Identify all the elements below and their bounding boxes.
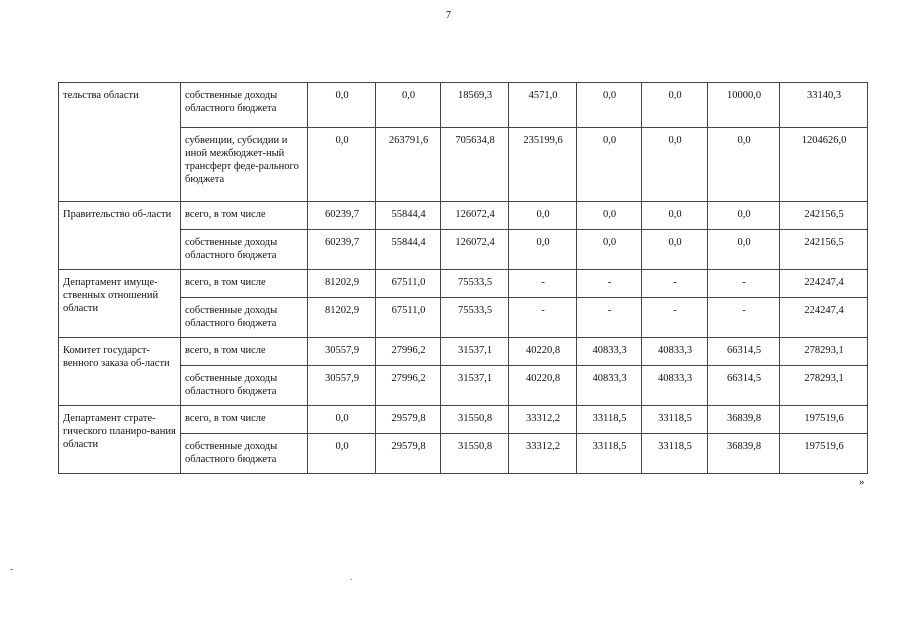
table-row (59, 298, 868, 338)
value-cell: 0,0 (308, 128, 376, 202)
scan-speck (10, 569, 13, 570)
value-cell: 29579,8 (376, 406, 441, 434)
value-cell: 0,0 (308, 406, 376, 434)
total-value-cell: 197519,6 (780, 434, 868, 474)
table-body (59, 83, 868, 474)
value-cell: 10000,0 (708, 83, 780, 128)
value-cell: 33118,5 (577, 406, 642, 434)
value-cell: - (642, 270, 708, 298)
value-cell: 40833,3 (577, 366, 642, 406)
value-cell: 31537,1 (441, 366, 509, 406)
value-cell: 55844,4 (376, 230, 441, 270)
total-value-cell: 33140,3 (780, 83, 868, 128)
scan-speck (350, 579, 352, 580)
table-row (59, 366, 868, 406)
value-cell: 36839,8 (708, 434, 780, 474)
value-cell: 0,0 (708, 230, 780, 270)
value-cell: 66314,5 (708, 366, 780, 406)
table-row (59, 83, 868, 128)
organization-cell: Департамент страте-гического планиро-вания области (59, 406, 181, 474)
funding-source-cell: собственные доходы областного бюджета (181, 366, 308, 406)
value-cell: 33118,5 (642, 434, 708, 474)
value-cell: 18569,3 (441, 83, 509, 128)
value-cell: 0,0 (708, 128, 780, 202)
value-cell: 0,0 (577, 202, 642, 230)
value-cell: - (708, 298, 780, 338)
value-cell: 27996,2 (376, 338, 441, 366)
total-value-cell: 224247,4 (780, 298, 868, 338)
value-cell: 0,0 (577, 128, 642, 202)
value-cell: 40220,8 (509, 366, 577, 406)
table-row (59, 338, 868, 366)
value-cell: 0,0 (642, 202, 708, 230)
value-cell: 0,0 (642, 230, 708, 270)
value-cell: 235199,6 (509, 128, 577, 202)
value-cell: - (577, 298, 642, 338)
value-cell: 0,0 (642, 128, 708, 202)
value-cell: 31550,8 (441, 434, 509, 474)
value-cell: 0,0 (509, 230, 577, 270)
value-cell: 705634,8 (441, 128, 509, 202)
funding-source-cell: собственные доходы областного бюджета (181, 434, 308, 474)
value-cell: 40833,3 (642, 366, 708, 406)
value-cell: 263791,6 (376, 128, 441, 202)
value-cell: 67511,0 (376, 298, 441, 338)
value-cell: 81202,9 (308, 270, 376, 298)
table-row (59, 202, 868, 230)
total-value-cell: 1204626,0 (780, 128, 868, 202)
total-value-cell: 278293,1 (780, 338, 868, 366)
value-cell: 126072,4 (441, 230, 509, 270)
value-cell: 75533,5 (441, 298, 509, 338)
value-cell: - (642, 298, 708, 338)
value-cell: 60239,7 (308, 230, 376, 270)
total-value-cell: 197519,6 (780, 406, 868, 434)
value-cell: 60239,7 (308, 202, 376, 230)
value-cell: 75533,5 (441, 270, 509, 298)
value-cell: 31537,1 (441, 338, 509, 366)
value-cell: - (708, 270, 780, 298)
funding-source-cell: всего, в том числе (181, 338, 308, 366)
value-cell: - (509, 270, 577, 298)
value-cell: 0,0 (509, 202, 577, 230)
value-cell: 30557,9 (308, 338, 376, 366)
funding-source-cell: всего, в том числе (181, 270, 308, 298)
continuation-mark: » (859, 476, 865, 488)
organization-cell: Департамент имуще-ственных отношений области (59, 270, 181, 338)
value-cell: 126072,4 (441, 202, 509, 230)
value-cell: - (577, 270, 642, 298)
value-cell: 0,0 (308, 434, 376, 474)
funding-source-cell: собственные доходы областного бюджета (181, 298, 308, 338)
value-cell: 29579,8 (376, 434, 441, 474)
value-cell: 33312,2 (509, 434, 577, 474)
value-cell: 67511,0 (376, 270, 441, 298)
funding-source-cell: субвенции, субсидии и иной межбюджет-ный трансферт феде-рального бюджета (181, 128, 308, 202)
value-cell: 30557,9 (308, 366, 376, 406)
page-number: 7 (446, 10, 451, 21)
value-cell: 0,0 (376, 83, 441, 128)
value-cell: 40833,3 (642, 338, 708, 366)
table-row (59, 406, 868, 434)
organization-cell: Комитет государст-венного заказа об-ласти (59, 338, 181, 406)
value-cell: 0,0 (577, 230, 642, 270)
table-row (59, 434, 868, 474)
value-cell: 55844,4 (376, 202, 441, 230)
value-cell: 31550,8 (441, 406, 509, 434)
value-cell: - (509, 298, 577, 338)
value-cell: 40833,3 (577, 338, 642, 366)
value-cell: 0,0 (708, 202, 780, 230)
value-cell: 33118,5 (642, 406, 708, 434)
funding-source-cell: собственные доходы областного бюджета (181, 83, 308, 128)
table-row (59, 230, 868, 270)
total-value-cell: 224247,4 (780, 270, 868, 298)
funding-source-cell: всего, в том числе (181, 406, 308, 434)
organization-cell: тельства области (59, 83, 181, 202)
value-cell: 66314,5 (708, 338, 780, 366)
value-cell: 36839,8 (708, 406, 780, 434)
total-value-cell: 242156,5 (780, 230, 868, 270)
value-cell: 33118,5 (577, 434, 642, 474)
value-cell: 0,0 (577, 83, 642, 128)
total-value-cell: 242156,5 (780, 202, 868, 230)
funding-source-cell: всего, в том числе (181, 202, 308, 230)
funding-source-cell: собственные доходы областного бюджета (181, 230, 308, 270)
table-row (59, 270, 868, 298)
organization-cell: Правительство об-ласти (59, 202, 181, 270)
value-cell: 40220,8 (509, 338, 577, 366)
value-cell: 81202,9 (308, 298, 376, 338)
value-cell: 4571,0 (509, 83, 577, 128)
budget-table (58, 82, 868, 474)
value-cell: 33312,2 (509, 406, 577, 434)
value-cell: 27996,2 (376, 366, 441, 406)
value-cell: 0,0 (642, 83, 708, 128)
value-cell: 0,0 (308, 83, 376, 128)
table-row (59, 128, 868, 202)
total-value-cell: 278293,1 (780, 366, 868, 406)
